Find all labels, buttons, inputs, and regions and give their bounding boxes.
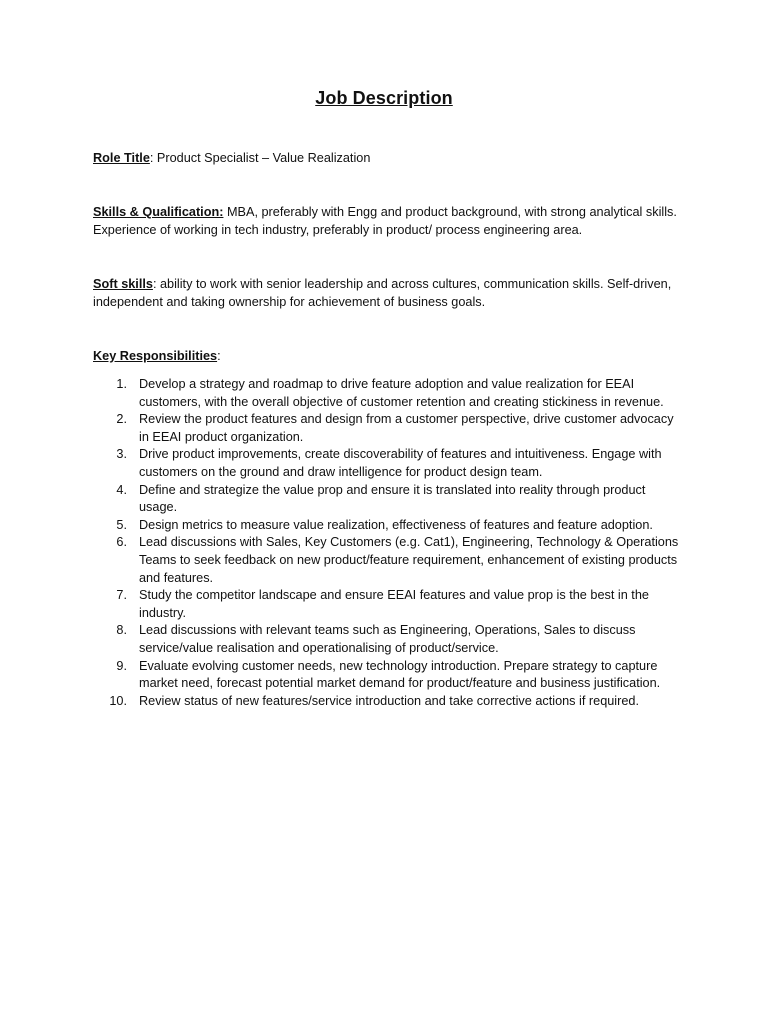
page-title: Job Description	[315, 88, 453, 108]
list-item	[93, 376, 683, 411]
responsibilities-list	[93, 376, 683, 710]
soft-skills-separator: :	[152, 277, 157, 291]
responsibilities-separator: :	[217, 349, 221, 363]
list-item-text: Lead discussions with Sales, Key Customers (e.g. Cat1), Engineering, Technology & Operations Teams to seek feedback on new product/feature requirement, enhancement of existing products and features.	[139, 535, 679, 585]
list-item-number: 5.	[116, 517, 127, 532]
list-item	[93, 446, 683, 481]
list-item-text: Define and strategize the value prop and ensure it is translated into reality through product usage.	[139, 482, 646, 515]
skills-paragraph	[93, 203, 683, 239]
soft-skills-label: Soft skills	[93, 277, 153, 291]
responsibilities-heading	[93, 347, 683, 365]
skills-text: MBA, preferably with Engg and product background, with strong analytical skills. Experience of working in tech industry, preferably in product/ process engineering area.	[93, 205, 677, 237]
list-item-number: 3.	[116, 447, 127, 462]
skills-label: Skills & Qualification:	[93, 205, 224, 219]
list-item	[93, 534, 683, 587]
list-item-number: 2.	[116, 412, 127, 427]
list-item-text: Review the product features and design from a customer perspective, drive customer advocacy in EEAI product organization.	[139, 412, 674, 444]
list-item-text: Lead discussions with relevant teams such as Engineering, Operations, Sales to discuss service/value realisation and operationalising of product/service.	[139, 623, 636, 655]
list-item	[93, 658, 683, 693]
list-item	[93, 693, 683, 711]
list-item-number: 6.	[116, 535, 127, 550]
list-item-text: Develop a strategy and roadmap to drive feature adoption and value realization for EEAI customers, with the overall objective of customer retention and creating stickiness in revenue.	[139, 377, 664, 409]
list-item-text: Study the competitor landscape and ensure EEAI features and value prop is the best in the industry.	[139, 588, 649, 620]
list-item	[93, 587, 683, 622]
role-title-line	[93, 149, 683, 167]
list-item-text: Drive product improvements, create discoverability of features and intuitiveness. Engage with customers on the ground and draw intelligence for product design team.	[139, 447, 662, 479]
role-title-separator: :	[149, 151, 154, 165]
list-item-text: Evaluate evolving customer needs, new technology introduction. Prepare strategy to capture market need, forecast potential market demand for product/feature and business justification.	[139, 658, 661, 691]
responsibilities-label: Key Responsibilities	[93, 349, 218, 363]
list-item-number: 1.	[116, 377, 127, 391]
list-item	[93, 482, 683, 517]
list-item-text: Review status of new features/service introduction and take corrective actions if required.	[139, 693, 639, 708]
role-title-value: Product Specialist – Value Realization	[153, 151, 371, 165]
list-item-number: 4.	[116, 482, 127, 497]
list-item-number: 10.	[109, 693, 127, 708]
list-item-number: 8.	[116, 623, 127, 638]
soft-skills-paragraph	[93, 275, 683, 311]
list-item	[93, 517, 683, 535]
list-item-number: 9.	[116, 658, 127, 673]
role-title-label: Role Title	[93, 151, 150, 165]
list-item-text: Design metrics to measure value realization, effectiveness of features and feature adoption.	[139, 517, 653, 532]
soft-skills-text: ability to work with senior leadership and across cultures, communication skills. Self-driven, independent and taking ownership for achievement of business goals.	[93, 277, 672, 309]
list-item	[93, 622, 683, 657]
list-item-number: 7.	[116, 588, 127, 603]
list-item	[93, 411, 683, 446]
